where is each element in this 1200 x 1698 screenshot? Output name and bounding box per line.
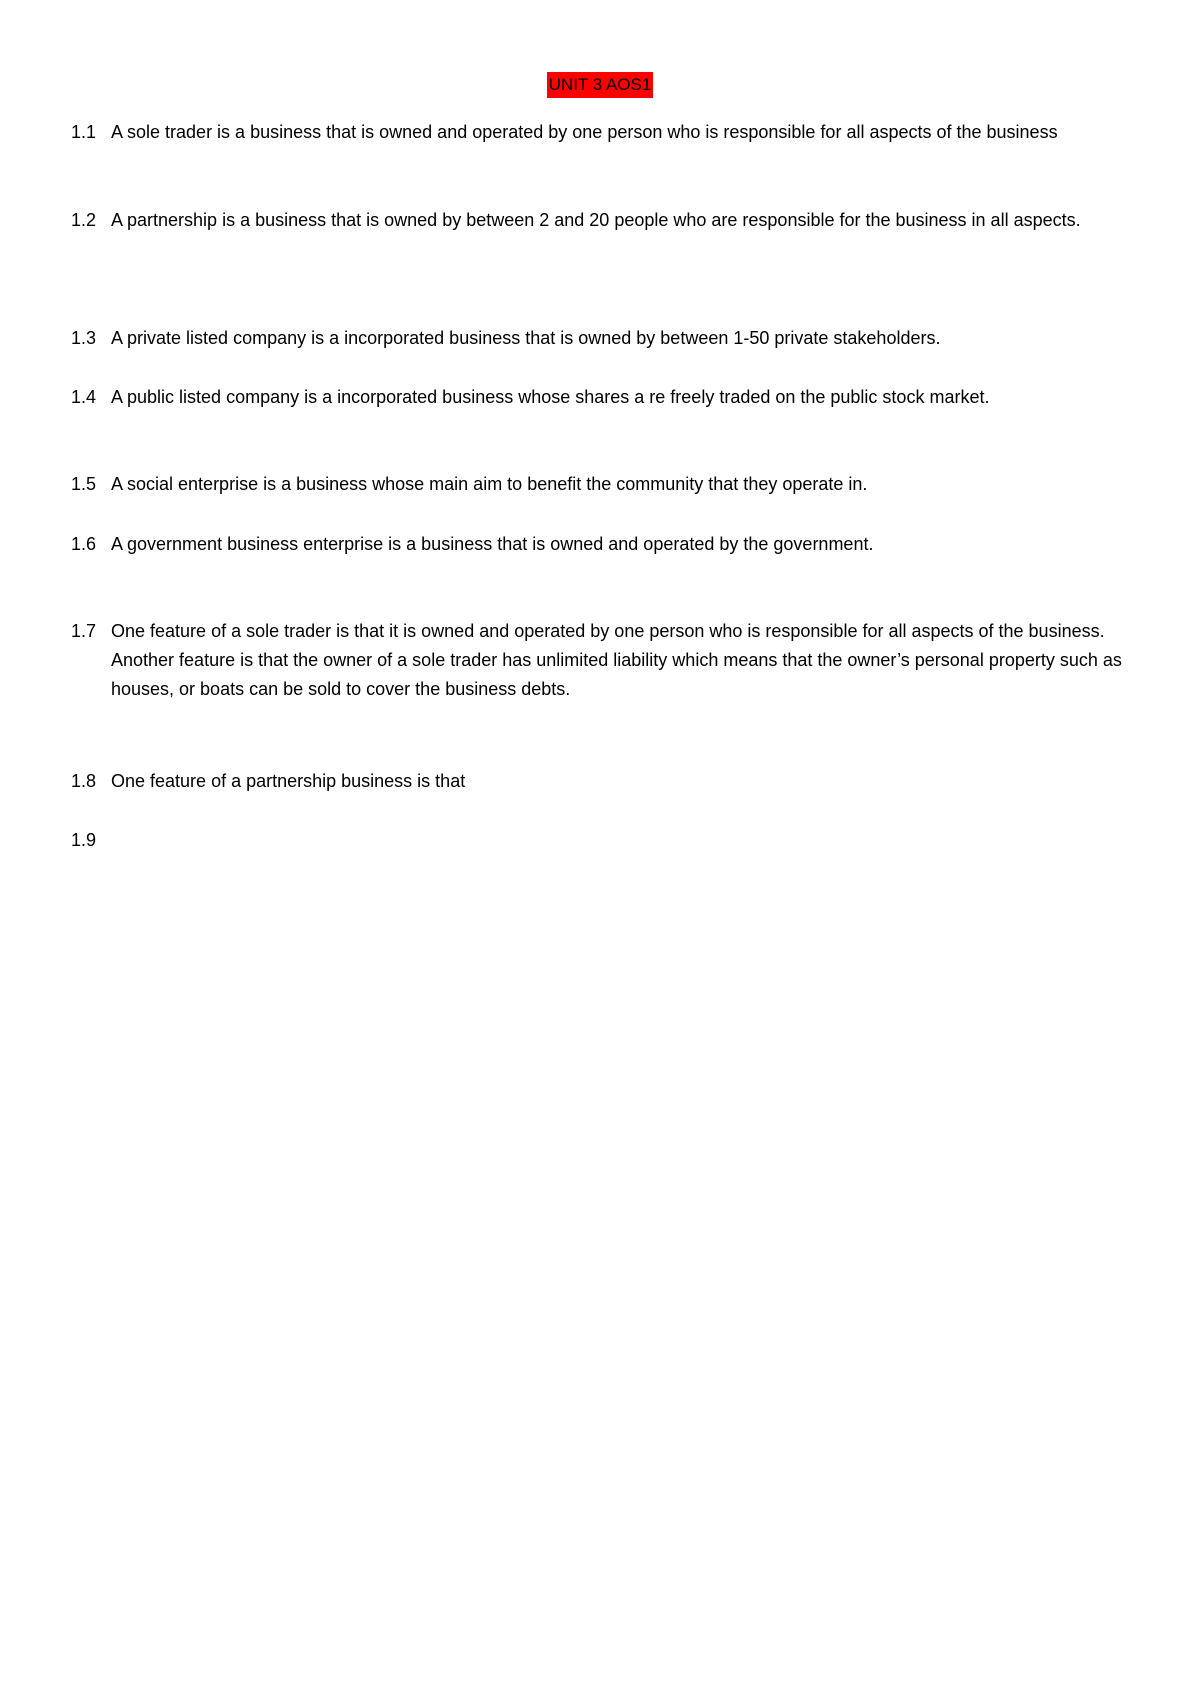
item-text: A government business enterprise is a business that is owned and operated by the government.: [111, 534, 874, 554]
list-item-1-3: [71, 324, 1141, 353]
document-title: UNIT 3 AOS1: [547, 72, 654, 98]
item-number: 1.7: [71, 621, 97, 641]
list-item-1-4: [71, 383, 1141, 412]
item-number: 1.2: [71, 210, 97, 230]
list-item-1-8: [71, 767, 1141, 796]
item-number: 1.3: [71, 328, 97, 348]
item-text: A social enterprise is a business whose main aim to benefit the community that they operate in.: [111, 474, 868, 494]
list-item-1-7: [71, 617, 1141, 704]
list-item-1-5: [71, 470, 1141, 499]
item-text: A sole trader is a business that is owned and operated by one person who is responsible for all aspects of the business: [111, 122, 1058, 142]
item-number: 1.1: [71, 122, 97, 142]
item-number: 1.4: [71, 387, 97, 407]
item-number: 1.5: [71, 474, 97, 494]
item-text: A partnership is a business that is owned by between 2 and 20 people who are responsible for the business in all aspects.: [111, 210, 1081, 230]
list-item-1-1: [71, 118, 1141, 147]
item-number: 1.6: [71, 534, 97, 554]
list-item-1-2: [71, 206, 1141, 235]
list-item-1-6: [71, 530, 1141, 559]
item-number: 1.9: [71, 830, 97, 850]
item-number: 1.8: [71, 771, 97, 791]
title-container: [0, 72, 1200, 98]
item-text: A private listed company is a incorporated business that is owned by between 1-50 private stakeholders.: [111, 328, 941, 348]
item-text: A public listed company is a incorporated business whose shares a re freely traded on the public stock market.: [111, 387, 990, 407]
item-text: One feature of a partnership business is that: [111, 771, 466, 791]
item-text: One feature of a sole trader is that it is owned and operated by one person who is responsible for all aspects of the business. Another feature is that the owner of a sole trader has unlimited liability which means that the owner’s personal property such as houses, or boats can be sold to cover the business debts.: [111, 621, 1122, 699]
